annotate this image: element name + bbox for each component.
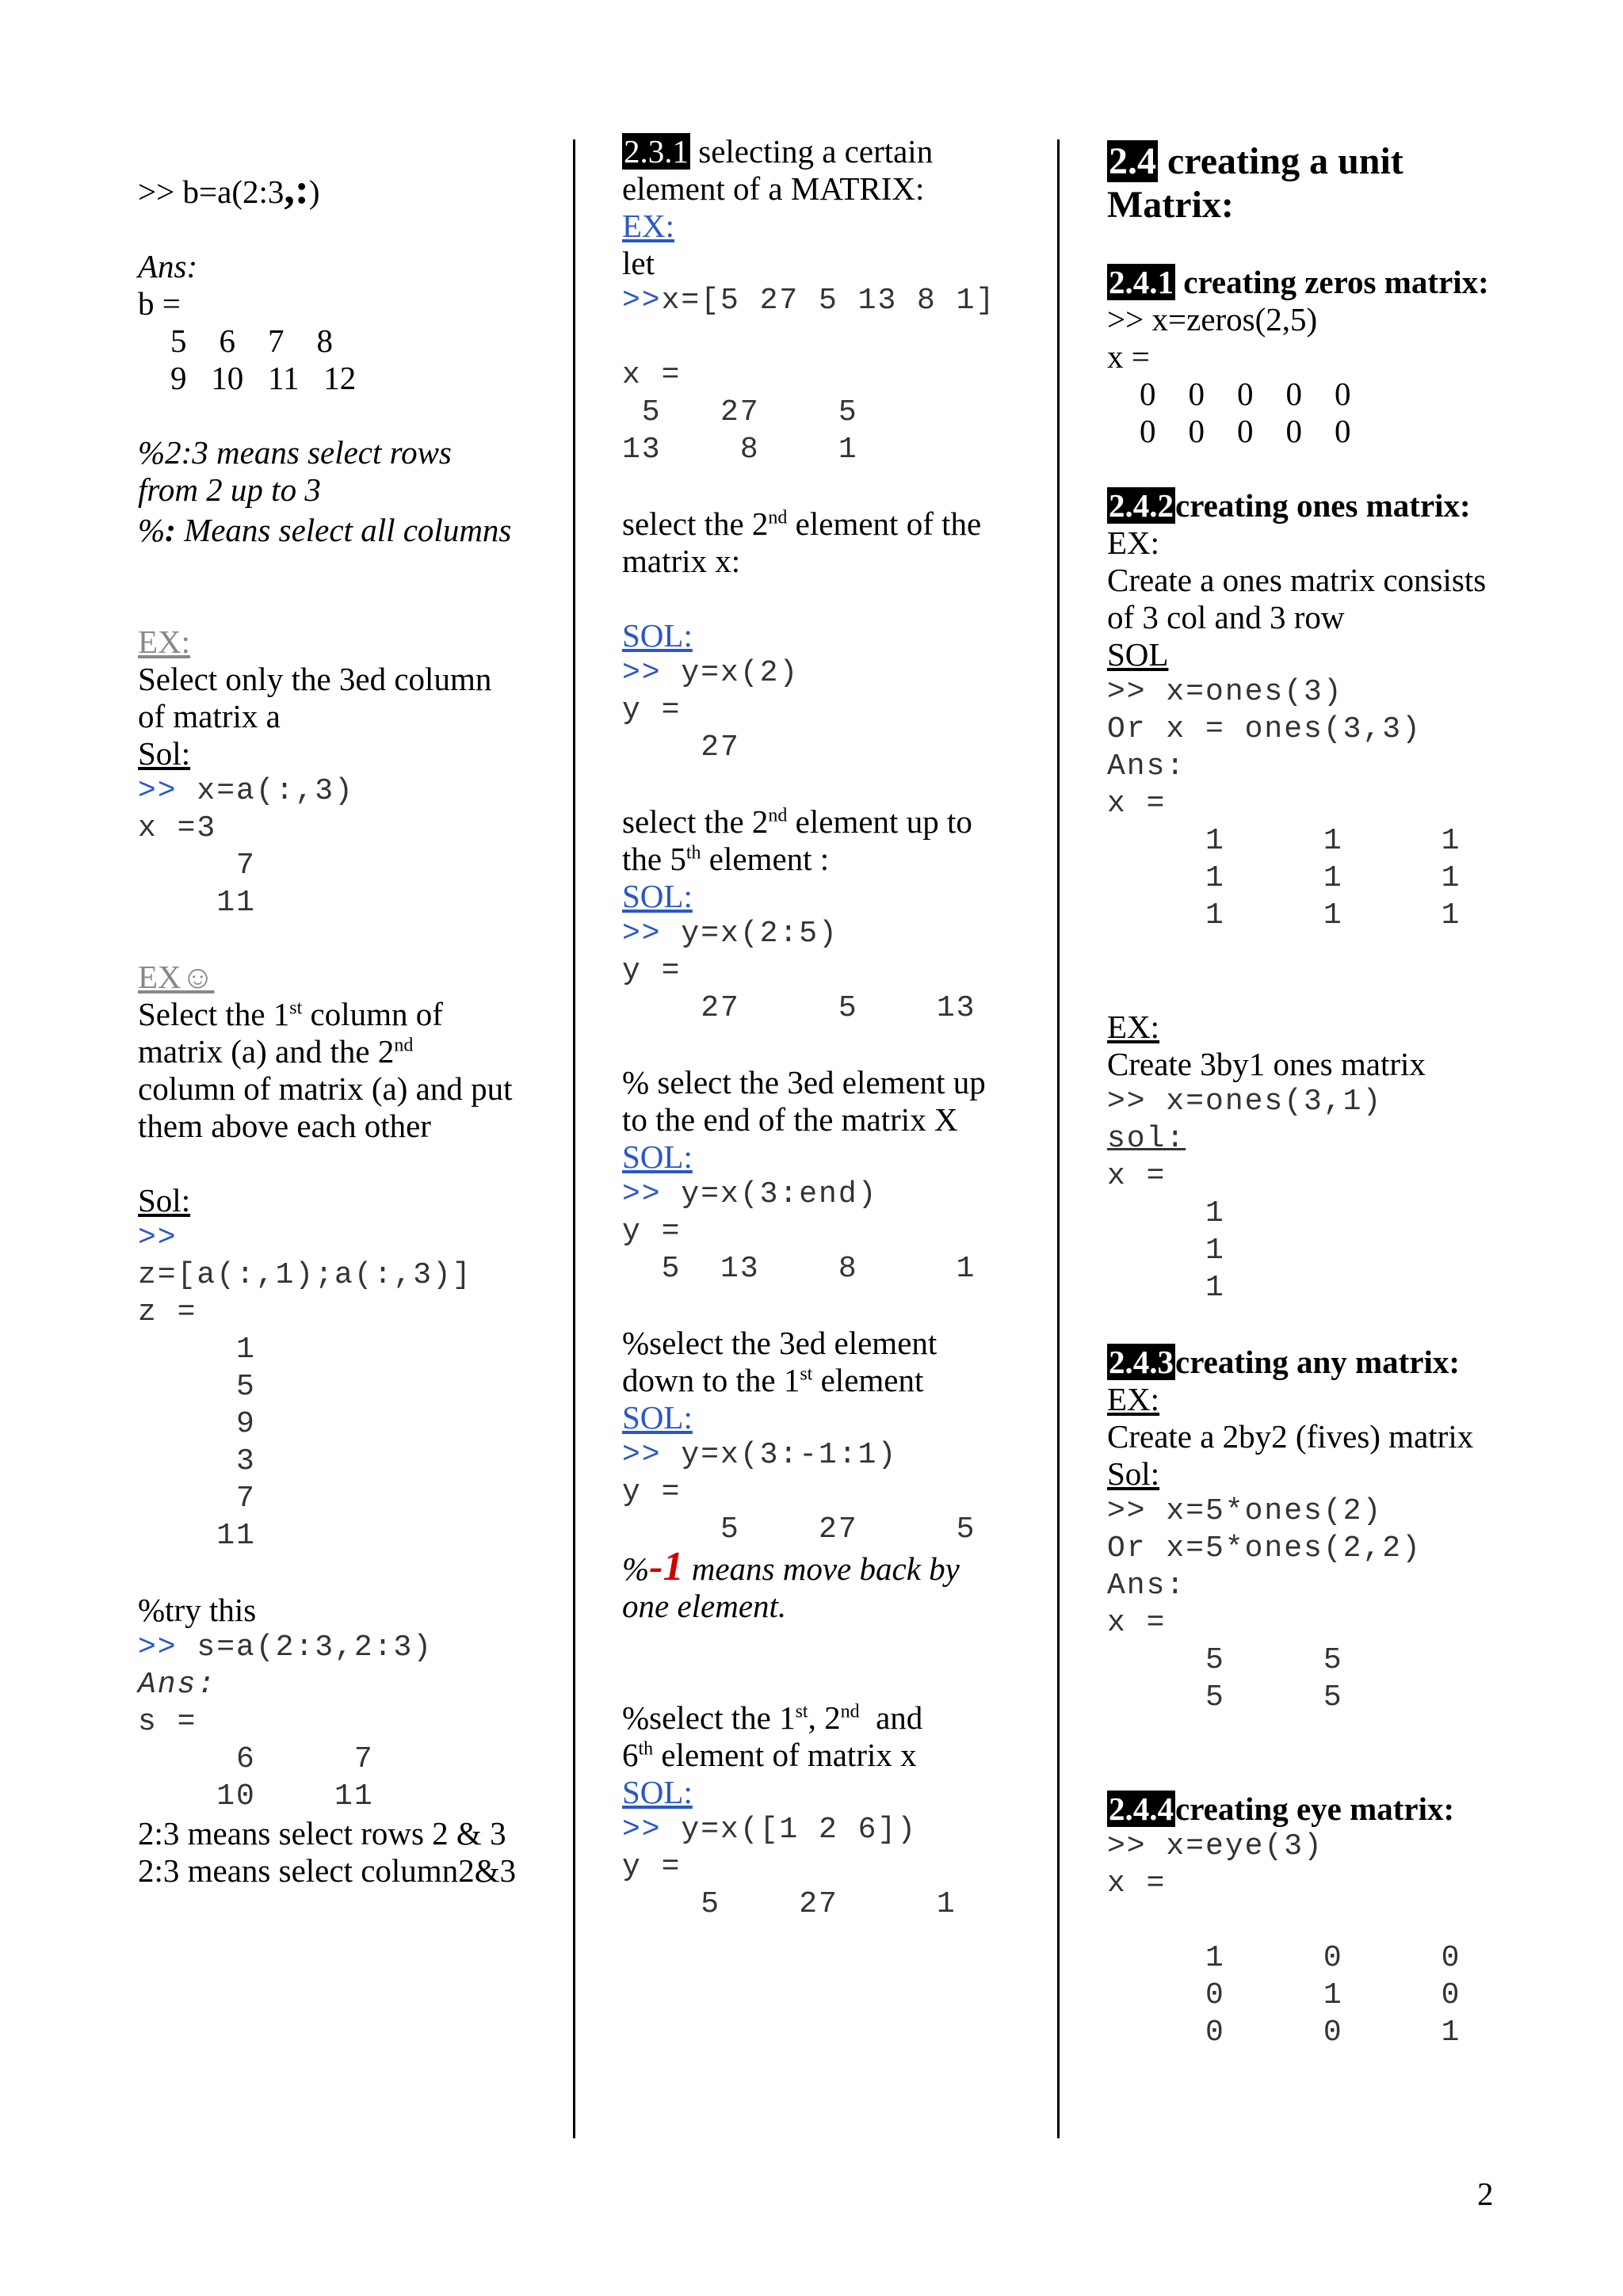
output-line: x = — [1107, 1867, 1167, 1901]
output-line: 0 0 0 0 0 — [1107, 376, 1351, 412]
ans-label: Ans: — [1107, 749, 1186, 784]
code-line: >> y=x([1 2 6]) — [622, 1813, 918, 1847]
example-label: EX: — [138, 624, 191, 660]
subsection-heading: 2.4.2creating ones matrix: — [1109, 487, 1471, 524]
output-line: 1 1 1 — [1107, 898, 1461, 933]
column-divider — [573, 139, 575, 2138]
comment-line: % select the 3ed element up — [622, 1064, 986, 1100]
example-label: EX: — [1107, 1009, 1160, 1045]
comment-line: one element. — [622, 1588, 787, 1624]
prompt: >> — [138, 1221, 178, 1255]
text-line: Create 3by1 ones matrix — [1107, 1046, 1426, 1082]
text-line: column of matrix (a) and put — [138, 1070, 513, 1107]
column-left — [138, 133, 550, 1890]
output-line: 1 — [1107, 1234, 1225, 1268]
output-line: 0 0 0 0 0 — [1107, 413, 1351, 449]
solution-label: Sol: — [138, 1182, 191, 1219]
code-line: z=[a(:,1);a(:,3)] — [138, 1258, 472, 1292]
column-divider — [1057, 139, 1060, 2138]
output-line: 7 — [138, 849, 256, 883]
output-line: 6 7 — [138, 1742, 374, 1776]
output-line: 1 — [1107, 1271, 1225, 1305]
code-line: >> x=eye(3) — [1107, 1829, 1323, 1863]
output-line: y = — [622, 1850, 682, 1884]
comment-line: to the end of the matrix X — [622, 1101, 958, 1138]
section-heading: Matrix: — [1107, 184, 1234, 226]
text-line: 2:3 means select rows 2 & 3 — [138, 1815, 506, 1852]
code-line: >> x=ones(3,1) — [1107, 1085, 1383, 1119]
command-line: >> b=a(2:3,:) — [138, 165, 320, 212]
code-line: >> y=x(2) — [622, 656, 800, 690]
ans-label: Ans: — [138, 248, 198, 284]
text-line: 2:3 means select column2&3 — [138, 1852, 517, 1889]
comment-line: %2:3 means select rows — [138, 434, 452, 471]
output-line: 5 6 7 8 — [138, 322, 333, 359]
output-line: z = — [138, 1295, 197, 1329]
text-line: them above each other — [138, 1108, 431, 1144]
code-line: >>x=[5 27 5 13 8 1] — [622, 284, 996, 318]
solution-label: SOL — [1107, 636, 1169, 673]
text-line: of 3 col and 3 row — [1107, 599, 1345, 635]
comment-line: %: Means select all columns — [138, 512, 512, 548]
ans-label: Ans: — [138, 1668, 217, 1702]
text-line: let — [622, 245, 655, 281]
output-line: b = — [138, 285, 181, 322]
solution-label: SOL: — [622, 1399, 693, 1436]
comment-line: from 2 up to 3 — [138, 471, 321, 508]
output-line: s = — [138, 1705, 197, 1739]
comment-line: %-1 means move back by — [622, 1544, 960, 1589]
output-line: 5 — [138, 1370, 256, 1404]
code-line: Or x=5*ones(2,2) — [1107, 1531, 1422, 1566]
output-line: 5 27 1 — [622, 1887, 957, 1921]
text-line: Create a ones matrix consists — [1107, 562, 1487, 598]
code-line: >> y=x(2:5) — [622, 917, 838, 951]
solution-label: Sol: — [138, 735, 191, 772]
output-line: 11 — [138, 886, 256, 920]
solution-label: SOL: — [622, 1138, 693, 1175]
text-line: Select only the 3ed column — [138, 661, 492, 697]
output-line: 3 — [138, 1444, 256, 1478]
text-line: matrix (a) and the 2nd — [138, 1033, 414, 1070]
output-line: 5 27 5 — [622, 395, 858, 429]
subsection-heading: 2.4.4creating eye matrix: — [1109, 1791, 1455, 1827]
example-label: EX☺ — [138, 959, 215, 995]
output-line: 9 — [138, 1407, 256, 1441]
output-line: 5 5 — [1107, 1643, 1343, 1677]
output-line: 27 — [622, 730, 740, 765]
output-line: 5 27 5 — [622, 1512, 976, 1547]
output-line: x = — [1107, 787, 1167, 821]
subsection-heading: 2.4.1 creating zeros matrix: — [1109, 264, 1489, 300]
section-heading: 2.4 creating a unit — [1109, 140, 1403, 182]
output-line: 5 13 8 1 — [622, 1252, 976, 1286]
section-heading: 2.3.1 selecting a certain — [624, 133, 934, 170]
output-line: 11 — [138, 1519, 256, 1553]
column-right — [1107, 133, 1519, 2051]
solution-label: SOL: — [622, 617, 693, 654]
page-number: 2 — [1477, 2176, 1494, 2212]
comment-line: %try this — [138, 1592, 257, 1628]
comment-line: 6th element of matrix x — [622, 1737, 917, 1773]
output-line: x = — [622, 358, 682, 392]
code-line: >> y=x(3:-1:1) — [622, 1438, 898, 1472]
section-heading: element of a MATRIX: — [622, 170, 925, 207]
output-line: 10 11 — [138, 1779, 374, 1814]
output-line: x = — [1107, 1159, 1167, 1193]
smiley-icon: ☺ — [181, 959, 215, 995]
output-line: 1 — [1107, 1196, 1225, 1230]
output-line: 5 5 — [1107, 1680, 1343, 1714]
output-line: 27 5 13 — [622, 991, 976, 1025]
output-line: 1 0 0 — [1107, 1941, 1461, 1975]
output-line: 1 — [138, 1333, 256, 1367]
comment-line: %select the 1st, 2nd and — [622, 1699, 923, 1736]
output-line: 0 1 0 — [1107, 1978, 1461, 2012]
text-line: of matrix a — [138, 698, 281, 734]
output-line: 1 1 1 — [1107, 824, 1461, 858]
output-line: y = — [622, 954, 682, 988]
output-line: 7 — [138, 1482, 256, 1516]
text-line: Create a 2by2 (fives) matrix — [1107, 1418, 1474, 1455]
output-line: x = — [1107, 1606, 1167, 1640]
output-line: y = — [622, 1475, 682, 1509]
output-line: 13 8 1 — [622, 433, 858, 467]
example-label: EX: — [1107, 524, 1160, 561]
text-line: select the 2nd element up to — [622, 803, 972, 840]
subsection-heading: 2.4.3creating any matrix: — [1109, 1344, 1461, 1380]
output-line: 9 10 11 12 — [138, 360, 357, 396]
code-line: >> x=a(:,3) — [138, 774, 354, 808]
solution-label: Sol: — [1107, 1455, 1160, 1492]
text-line: the 5th element : — [622, 841, 830, 877]
ans-label: Ans: — [1107, 1569, 1186, 1603]
code-line: >> x=5*ones(2) — [1107, 1494, 1383, 1528]
output-line: y = — [622, 693, 682, 727]
code-line: >> s=a(2:3,2:3) — [138, 1630, 433, 1665]
command-line: >> x=zeros(2,5) — [1107, 301, 1318, 338]
comment-line: %select the 3ed element — [622, 1325, 938, 1361]
column-middle — [622, 133, 1034, 1923]
output-line: x = — [1107, 338, 1150, 375]
text-line: select the 2nd element of the — [622, 505, 982, 542]
example-label: EX: — [1107, 1381, 1160, 1417]
output-line: 0 0 1 — [1107, 2016, 1461, 2050]
solution-label: SOL: — [622, 1774, 693, 1810]
comment-line: down to the 1st element — [622, 1362, 924, 1398]
code-line: >> x=ones(3) — [1107, 675, 1343, 709]
text-line: matrix x: — [622, 543, 741, 579]
example-label: EX: — [622, 208, 675, 244]
output-line: y = — [622, 1215, 682, 1249]
code-line: Or x = ones(3,3) — [1107, 712, 1422, 746]
solution-label: sol: — [1107, 1122, 1186, 1156]
output-line: x =3 — [138, 811, 217, 845]
output-line: 1 1 1 — [1107, 861, 1461, 895]
solution-label: SOL: — [622, 878, 693, 914]
text-line: Select the 1st column of — [138, 996, 443, 1032]
code-line: >> y=x(3:end) — [622, 1177, 878, 1211]
